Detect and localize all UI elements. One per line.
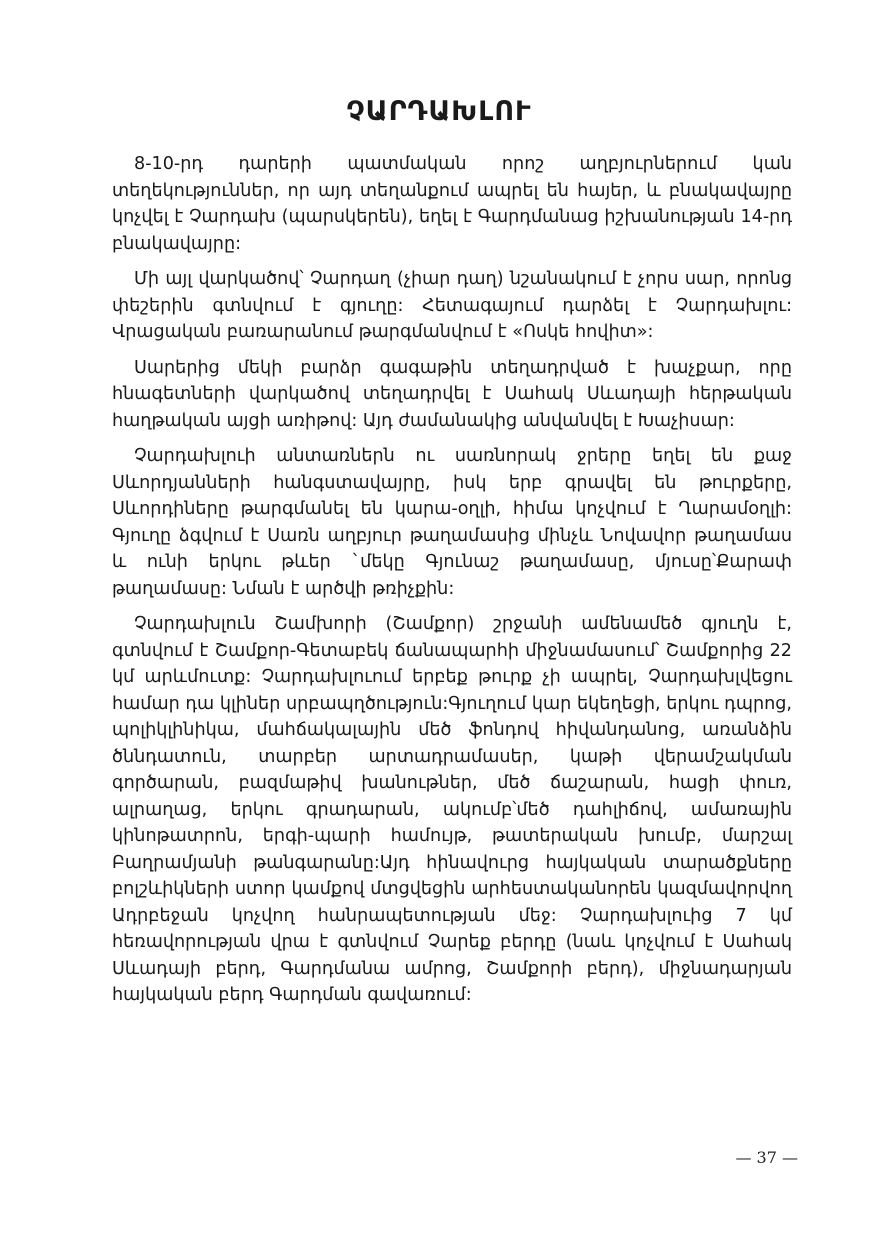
paragraph-4: Չարդախլուի անտառներն ու սառնորակ ջրերը եղել են քաջ Սևորդյանների հանգստավայրը, իսկ երբ գրավել են թուրքերը, Սևորդիները թարգմանել են կարա-օղլի, հիմա կոչվում է Ղարամօղլի: Գյուղը ձգվում է Սառն աղբյուր թաղամասից մինչև Նովավոր թաղամաս և ունի երկու թևեր `մեկը Գյունաշ թաղամասը, մյուսը՝Քարափ թաղամասը: Նման է արծվի թռիչքին: [112,446,792,599]
paragraph-1: 8-10-րդ դարերի պատմական որոշ աղբյուրներում կան տեղեկություններ, որ այդ տեղանքում ապրել են հայեր, և բնակավայրը կոչվել է Չարդախ (պարսկերեն), եղել է Գարդմանաց իշխանության 14-րդ բնակավայրը: [112,154,792,254]
page-title: ՉԱՐԴԱԽԼՈՒ [346,96,532,127]
article-body [112,151,792,1018]
paragraph-2: Մի այլ վարկածով՝ Չարդաղ (չիար դաղ) նշանակում է չորս սար, որոնց փեշերին գտնվում է գյուղը: Հետագայում դարձել է Չարդախլու: Վրացական բառարանում թարգմանվում է «Ոսկե հովիտ»: [112,269,792,342]
page-number: — 37 — [735,1148,798,1167]
paragraph-5: Չարդախլուն Շամխորի (Շամքոր) շրջանի ամենամեծ գյուղն է, գտնվում է Շամքոր-Գետաբեկ ճանապարհի միջնամասում՝ Շամքորից 22 կմ արևմուտք: Չարդախլուում երբեք թուրք չի ապրել, Չարդախլվեցու համար դա կլիներ սրբապղծություն:Գյուղում կար եկեղեցի, երկու դպրոց, պոլիկլինիկա, մահճակալային մեծ ֆոնդով հիվանդանոց, առանձին ծննդատուն, տարբեր արտադրամասեր, կաթի վերամշակման գործարան, բազմաթիվ խանութներ, մեծ ճաշարան, հացի փուռ, ալրաղաց, երկու գրադարան, ակումբ՝մեծ դահլիճով, ամառային կինոթատրոն, երգի-պարի համույթ, թատերական խումբ, մարշալ Բաղրամյանի թանգարանը:Այդ հինավուրց հայկական տարածքները բոլշևիկների ստոր կամքով մտցվեցին արհեստականորեն կազմավորվող Ադրբեջան կոչվող հանրապետության մեջ: Չարդախլուից 7 կմ հեռավորության վրա է գտնվում Չարեք բերդը (նաև կոչվում է Սահակ Սևադայի բերդ, Գարդմանա ամրոց, Շամքորի բերդ), միջնադարյան հայկական բերդ Գարդման գավառում: [112,614,792,1005]
paragraph-3: Սարերից մեկի բարձր գագաթին տեղադրված է խաչքար, որը հնագետների վարկածով տեղադրվել է Սահակ Սևադայի հերթական հաղթական այցի առիթով: Այդ ժամանակից անվանվել է Խաչիսար: [112,357,792,431]
